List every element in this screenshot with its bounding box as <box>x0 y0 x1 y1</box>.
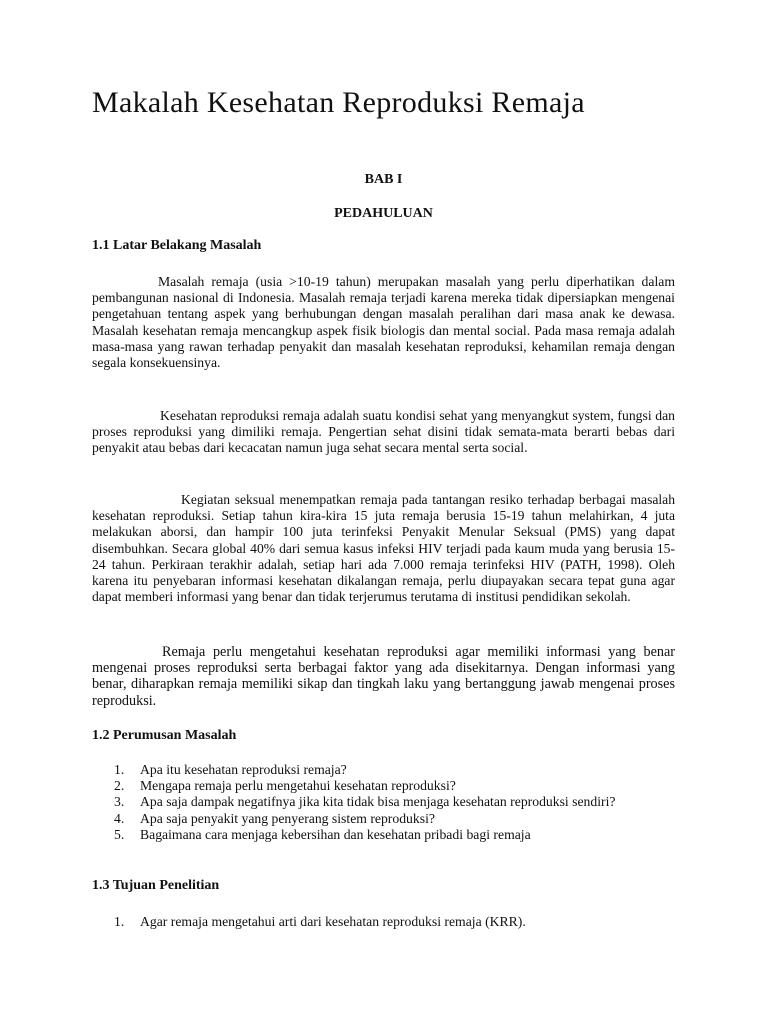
list-item <box>114 827 675 843</box>
document-title: Makalah Kesehatan Reproduksi Remaja <box>92 86 585 119</box>
paragraph-1: Masalah remaja (usia >10-19 tahun) merupakan masalah yang perlu diperhatikan dalam pembangunan nasional di Indonesia. Masalah remaja terjadi karena mereka tidak dipersiapkan mengenai pengetahuan tentang aspek yang berhubungan dengan masalah peralihan dari masa anak ke dewasa. Masalah kesehatan remaja mencangkup aspek fisik biologis dan mental social. Pada masa remaja adalah masa-masa yang rawan terhadap penyakit dan masalah kesehatan reproduksi, kehamilan remaja dengan segala konsekuensinya. <box>92 274 675 371</box>
list-item-number: 2. <box>114 778 125 794</box>
list-item-number: 5. <box>114 826 125 842</box>
problem-list <box>114 762 675 843</box>
list-item-text: Bagaimana cara menjaga kebersihan dan kesehatan pribadi bagi remaja <box>140 826 531 842</box>
list-item-text: Apa itu kesehatan reproduksi remaja? <box>140 762 347 777</box>
list-item <box>114 762 675 778</box>
list-item-text: Apa saja dampak negatifnya jika kita tidak bisa menjaga kesehatan reproduksi sendiri? <box>140 794 616 810</box>
list-item <box>114 794 675 810</box>
section-3-heading: 1.3 Tujuan Penelitian <box>92 878 220 893</box>
list-item-text: Agar remaja mengetahui arti dari kesehatan reproduksi remaja (KRR). <box>140 914 526 929</box>
section-1-heading: 1.1 Latar Belakang Masalah <box>92 238 262 253</box>
list-item-number: 1. <box>114 914 125 929</box>
list-item-text: Apa saja penyakit yang penyerang sistem reproduksi? <box>140 810 435 826</box>
list-item <box>114 914 675 930</box>
list-item <box>114 811 675 827</box>
list-item-text: Mengapa remaja perlu mengetahui kesehatan reproduksi? <box>140 778 456 794</box>
chapter-label: BAB I <box>364 172 403 187</box>
section-2-heading: 1.2 Perumusan Masalah <box>92 728 237 743</box>
list-item-number: 1. <box>114 762 125 777</box>
paragraph-3: Kegiatan seksual menempatkan remaja pada tantangan resiko terhadap berbagai masalah kesehatan reproduksi. Setiap tahun kira-kira 15 juta remaja berusia 15-19 tahun melahirkan, 4 juta melakukan aborsi, dan hampir 100 juta terinfeksi Penyakit Menular Seksual (PMS) yang dapat disembuhkan. Secara global 40% dari semua kasus infeksi HIV terjadi pada kaum muda yang berusia 15-24 tahun. Perkiraan terakhir adalah, setiap hari ada 7.000 remaja terinfeksi HIV (PATH, 1998). Oleh karena itu penyebaran informasi kesehatan dikalangan remaja, perlu diupayakan secara tepat guna agar dapat memberi informasi yang benar dan tidak terjerumus terutama di institusi pendidikan sekolah. <box>92 492 675 605</box>
chapter-title: PEDAHULUAN <box>334 206 433 221</box>
paragraph-4: Remaja perlu mengetahui kesehatan reproduksi agar memiliki informasi yang benar mengenai proses reproduksi serta berbagai faktor yang ada disekitarnya. Dengan informasi yang benar, diharapkan remaja memiliki sikap dan tingkah laku yang bertanggung jawab mengenai proses reproduksi. <box>92 644 675 709</box>
goal-list <box>114 914 675 930</box>
list-item-number: 4. <box>114 810 125 826</box>
list-item <box>114 778 675 794</box>
paragraph-2: Kesehatan reproduksi remaja adalah suatu kondisi sehat yang menyangkut system, fungsi dan proses reproduksi yang dimiliki remaja. Pengertian sehat disini tidak semata-mata berarti bebas dari penyakit atau bebas dari kecacatan namun juga sehat secara mental serta social. <box>92 408 675 456</box>
list-item-number: 3. <box>114 794 125 810</box>
